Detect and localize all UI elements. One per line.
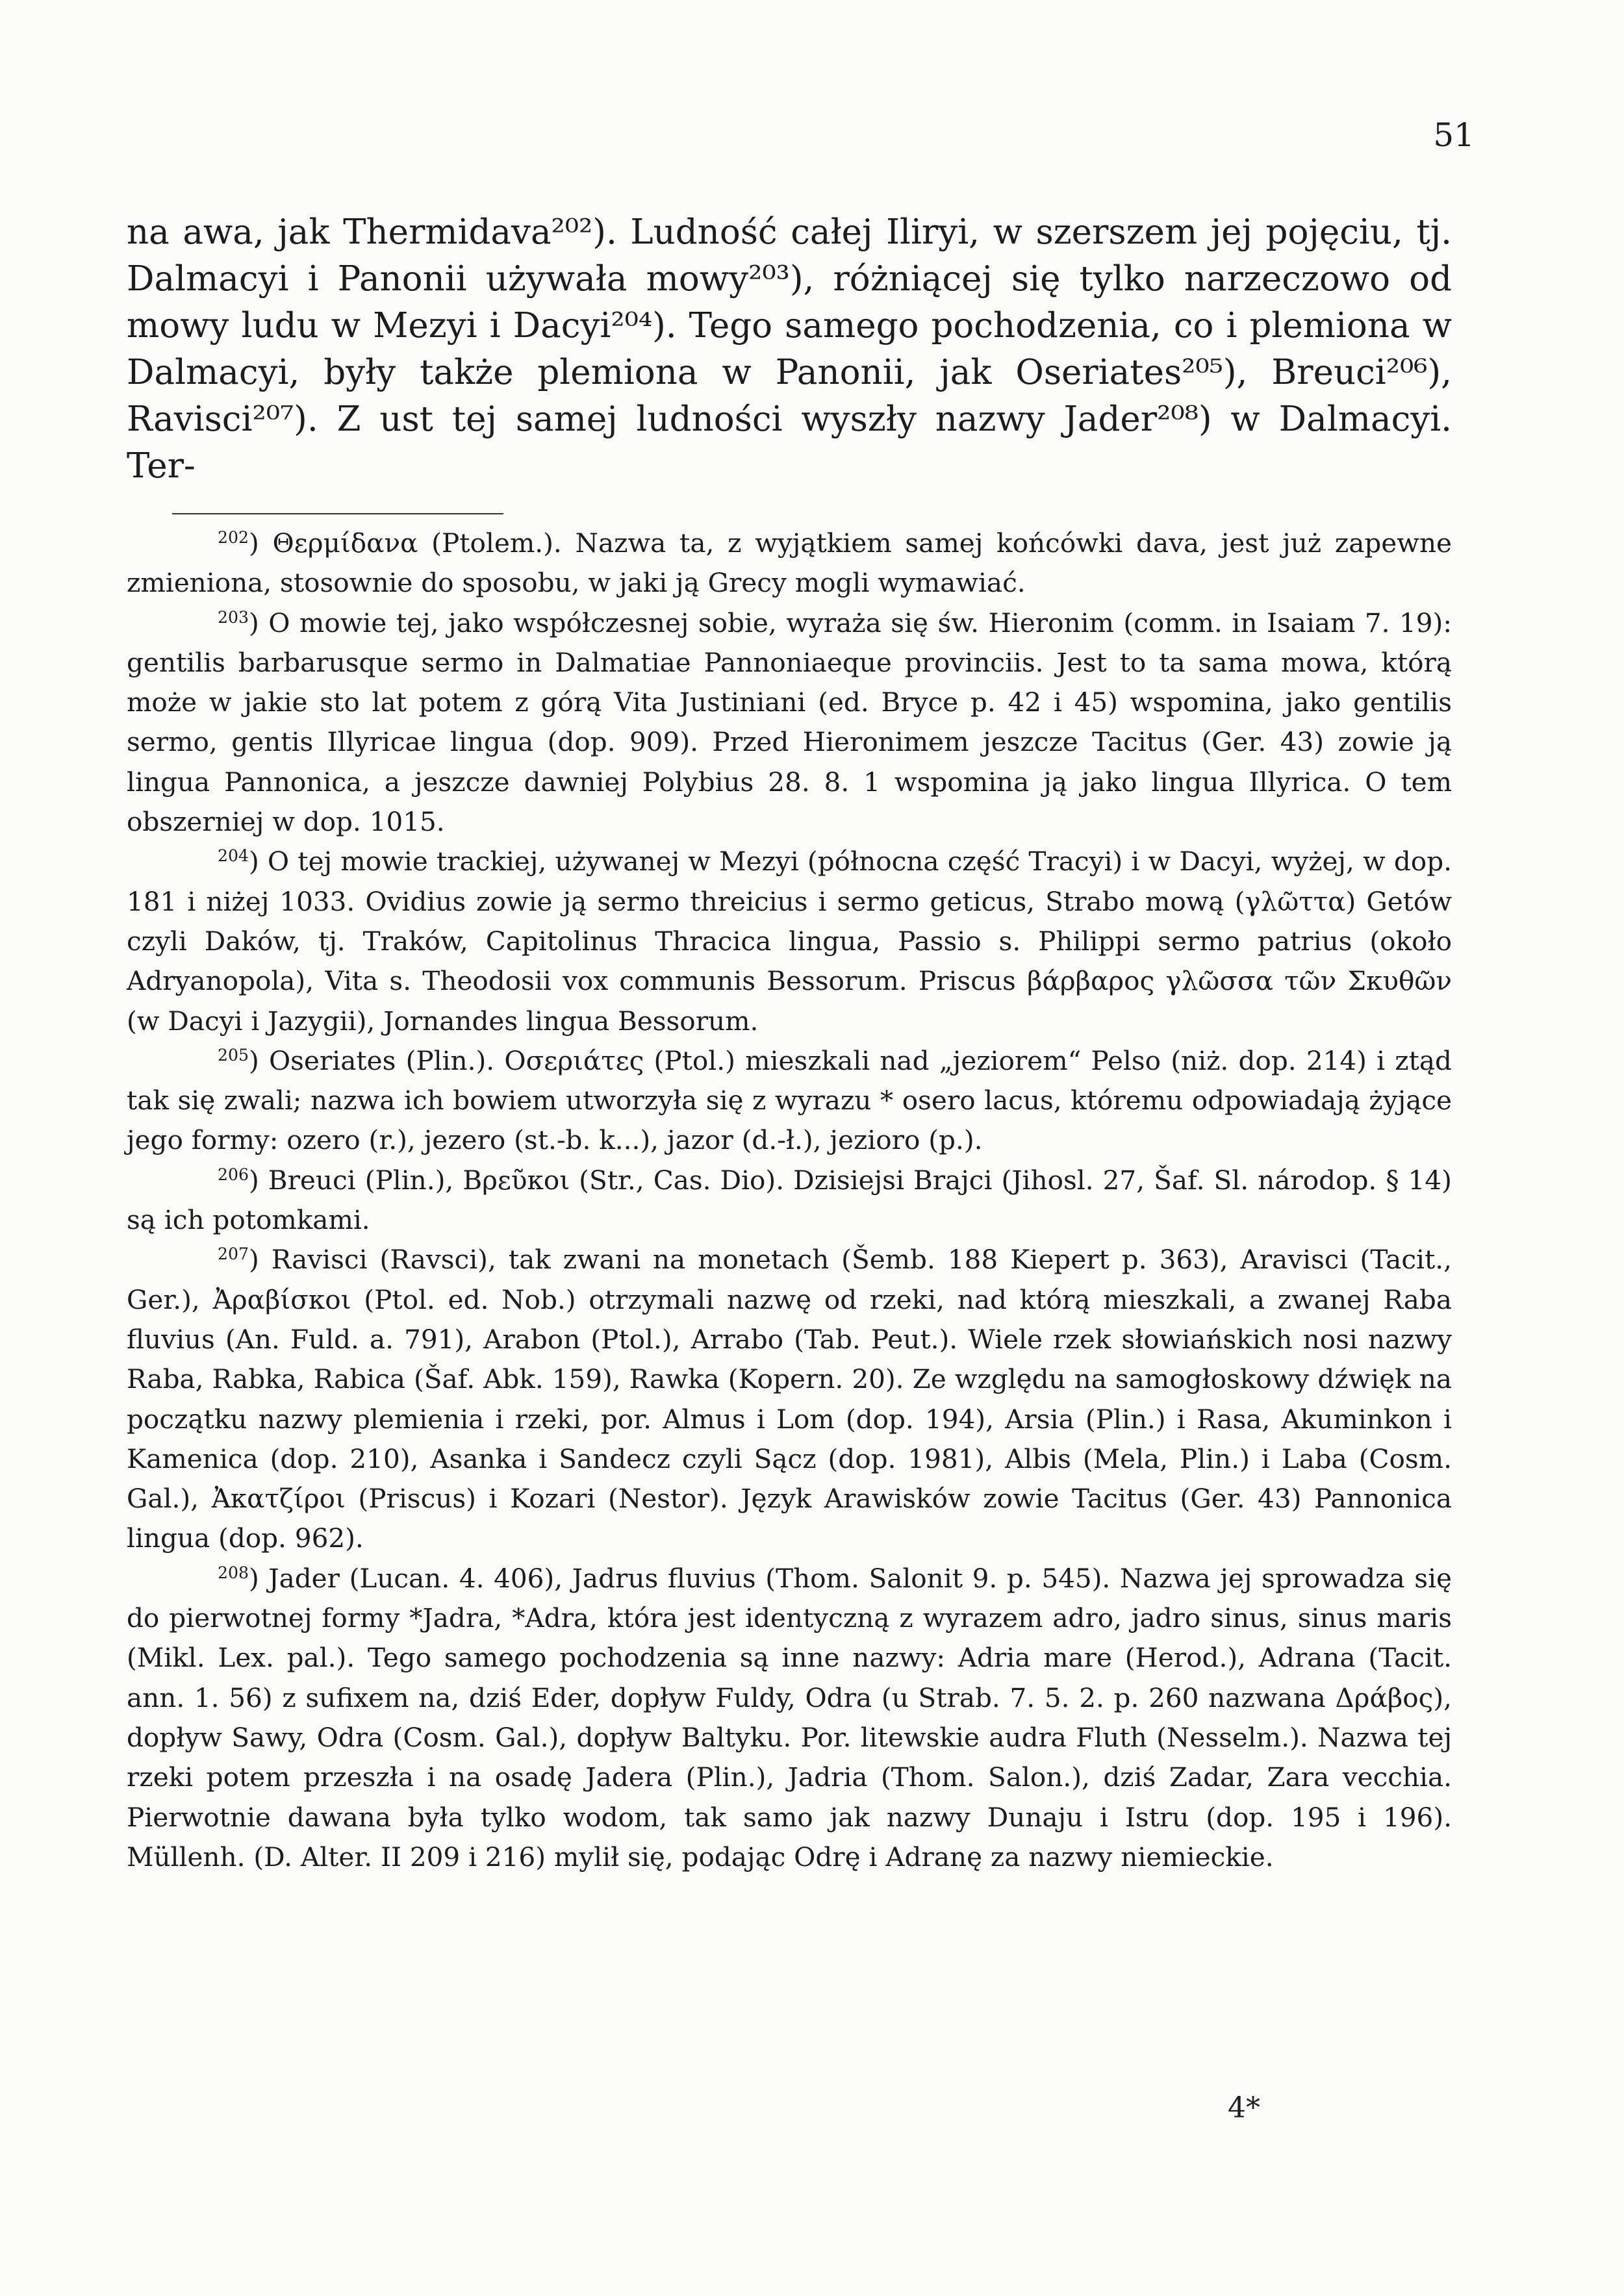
footnote-207 xyxy=(127,1240,1452,1558)
footnote-divider xyxy=(172,513,503,514)
footnote-text: ) Θερμίδανα (Ptolem.). Nazwa ta, z wyjątkiem samej końcówki dava, jest już zapewne zmieniona, stosownie do sposobu, w jaki ją Grecy mogli wymawiać. xyxy=(127,527,1452,599)
footnote-mark: 208 xyxy=(218,1563,249,1582)
main-paragraph: na awa, jak Thermidava²⁰²). Ludność całej Iliryi, w szerszem jej pojęciu, tj. Dalmacyi i Panonii używała mowy²⁰³), różniącej się tylko narzeczowo od mowy ludu w Mezyi i Dacyi²⁰⁴). Tego samego pochodzenia, co i plemiona w Dalmacyi, były także plemiona w Panonii, jak Oseriates²⁰⁵), Breuci²⁰⁶), Ravisci²⁰⁷). Z ust tej samej ludności wyszły nazwy Jader²⁰⁸) w Dalmacyi. Ter- xyxy=(127,212,1452,486)
page-number: 51 xyxy=(1433,116,1475,154)
footnote-202 xyxy=(127,524,1452,603)
footnote-text: ) Ravisci (Ravsci), tak zwani na monetach (Šemb. 188 Kiepert p. 363), Aravisci (Tacit., Ger.), Ἀραβίσκοι (Ptol. ed. Nob.) otrzymali nazwę od rzeki, nad którą mieszkali, a zwanej Raba fluvius (An. Fuld. a. 791), Arabon (Ptol.), Arrabo (Tab. Peut.). Wiele rzek słowiańskich nosi nazwy Raba, Rabka, Rabica (Šaf. Abk. 159), Rawka (Kopern. 20). Ze względu na samogłoskowy dźwięk na początku nazwy plemienia i rzeki, por. Almus i Lom (dop. 194), Arsia (Plin.) i Rasa, Akuminkon i Kamenica (dop. 210), Asanka i Sandecz czyli Sącz (dop. 1981), Albis (Mela, Plin.) i Laba (Cosm. Gal.), Ἀκατζίροι (Priscus) i Kozari (Nestor). Język Arawisków zowie Tacitus (Ger. 43) Pannonica lingua (dop. 962). xyxy=(127,1244,1452,1554)
footnote-mark: 203 xyxy=(218,607,249,627)
footnote-mark: 207 xyxy=(218,1244,249,1264)
main-text xyxy=(127,209,1452,490)
footnote-text: ) Oseriates (Plin.). Οσεριάτες (Ptol.) mieszkali nad „jeziorem“ Pelso (niż. dop. 214) i ztąd tak się zwali; nazwa ich bowiem utworzyła się z wyrazu * osero lacus, któremu odpowiadają żyjące jego formy: ozero (r.), jezero (st.-b. k...), jazor (d.-ł.), jezioro (p.). xyxy=(127,1044,1452,1156)
footnote-mark: 202 xyxy=(218,528,249,548)
footnote-205 xyxy=(127,1041,1452,1161)
footnote-mark: 204 xyxy=(218,846,249,866)
footnote-mark: 206 xyxy=(218,1165,249,1184)
footnotes xyxy=(127,524,1452,1877)
footnote-206 xyxy=(127,1161,1452,1241)
footnote-mark: 205 xyxy=(218,1046,249,1065)
footnote-text: ) O tej mowie trackiej, używanej w Mezyi (północna część Tracyi) i w Dacyi, wyżej, w dop. 181 i niżej 1033. Ovidius zowie ją sermo threicius i sermo geticus, Strabo mową (γλῶττα) Getów czyli Daków, tj. Traków, Capitolinus Thracica lingua, Passio s. Philippi sermo patrius (około Adryanopola), Vita s. Theodosii vox communis Bessorum. Priscus βάρβαρος γλῶσσα τῶν Σκυθῶν (w Dacyi i Jazygii), Jornandes lingua Bessorum. xyxy=(127,846,1452,1037)
footnote-text: ) O mowie tej, jako współczesnej sobie, wyraża się św. Hieronim (comm. in Isaiam 7. 19): gentilis barbarusque sermo in Dalmatiae Pannoniaeque provinciis. Jest to ta sama mowa, którą może w jakie sto lat potem z górą Vita Justiniani (ed. Bryce p. 42 i 45) wspomina, jako gentilis sermo, gentis Illyricae lingua (dop. 909). Przed Hieronimem jeszcze Tacitus (Ger. 43) zowie ją lingua Pannonica, a jeszcze dawniej Polybius 28. 8. 1 wspomina ją jako lingua Illyrica. O tem obszerniej w dop. 1015. xyxy=(127,607,1452,838)
footnote-208 xyxy=(127,1559,1452,1877)
footnote-text: ) Breuci (Plin.), Βρεῦκοι (Str., Cas. Dio). Dzisiejsi Brajci (Jihosl. 27, Šaf. Sl. národop. § 14) są ich potomkami. xyxy=(127,1164,1452,1236)
footnote-text: ) Jader (Lucan. 4. 406), Jadrus fluvius (Thom. Salonit 9. p. 545). Nazwa jej sprowadza się do pierwotnej formy *Jadra, *Adra, która jest identyczną z wyrazem adro, jadro sinus, sinus maris (Mikl. Lex. pal.). Tego samego pochodzenia są inne nazwy: Adria mare (Herod.), Adrana (Tacit. ann. 1. 56) z sufixem na, dziś Eder, dopływ Fuldy, Odra (u Strab. 7. 5. 2. p. 260 nazwana Δράβος), dopływ Sawy, Odra (Cosm. Gal.), dopływ Baltyku. Por. litewskie audra Fluth (Nesselm.). Nazwa tej rzeki potem przeszła i na osadę Jadera (Plin.), Jadria (Thom. Salon.), dziś Zadar, Zara vecchia. Pierwotnie dawana była tylko wodom, tak samo jak nazwy Dunaju i Istru (dop. 195 i 196). Müllenh. (D. Alter. II 209 i 216) mylił się, podając Odrę i Adranę za nazwy niemieckie. xyxy=(127,1562,1452,1873)
footnote-204 xyxy=(127,842,1452,1041)
printer-signature: 4* xyxy=(1228,2091,1260,2125)
footnote-203 xyxy=(127,603,1452,842)
